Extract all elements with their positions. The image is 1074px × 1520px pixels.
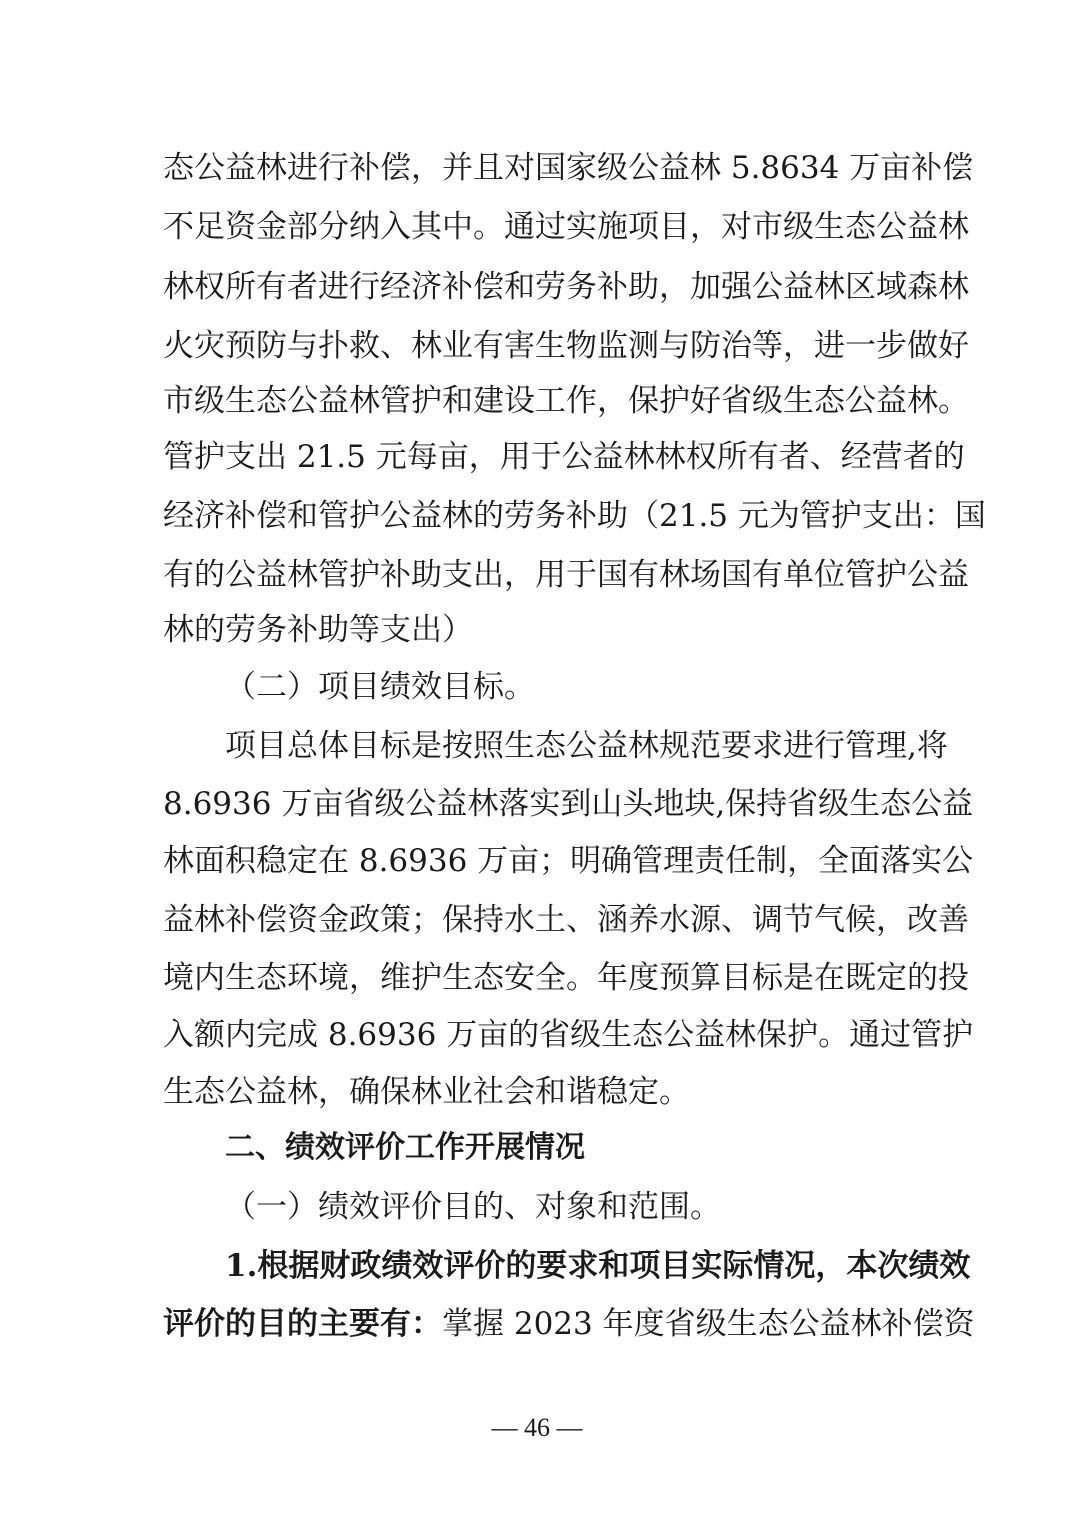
- paragraph-line-6: 入额内完成 8.6936 万亩的省级生态公益林保护。通过管护: [163, 1017, 974, 1053]
- body-line-2: 不足资金部分纳入其中。通过实施项目，对市级生态公益林: [163, 209, 969, 245]
- paragraph-line-1: 项目总体目标是按照生态公益林规范要求进行管理,将: [225, 728, 948, 764]
- body-line-5: 市级生态公益林管护和建设工作，保护好省级生态公益林。: [163, 383, 969, 419]
- mixed-line: [163, 1304, 975, 1344]
- paragraph-line-3: 林面积稳定在 8.6936 万亩；明确管理责任制，全面落实公: [163, 843, 974, 879]
- page-number: — 46 —: [491, 1413, 583, 1442]
- paragraph-line-4: 益林补偿资金政策；保持水土、涵养水源、调节气候，改善: [163, 902, 969, 938]
- body-line-8: 有的公益林管护补助支出，用于国有林场国有单位管护公益: [163, 557, 969, 593]
- regular-trailing-text: 掌握 2023 年度省级生态公益林补偿资: [442, 1306, 975, 1342]
- section-subheading-1: （一）绩效评价目的、对象和范围。: [225, 1189, 721, 1225]
- body-line-4: 火灾预防与扑救、林业有害生物监测与防治等，进一步做好: [163, 328, 969, 364]
- paragraph-line-7: 生态公益林，确保林业社会和谐稳定。: [163, 1074, 690, 1110]
- bold-paragraph-line-1: 1.根据财政绩效评价的要求和项目实际情况，本次绩效: [225, 1248, 971, 1284]
- section-heading: 二、绩效评价工作开展情况: [225, 1130, 585, 1165]
- paragraph-line-2: 8.6936 万亩省级公益林落实到山头地块,保持省级生态公益: [163, 786, 974, 822]
- body-line-9: 林的劳务补助等支出）: [163, 612, 473, 648]
- paragraph-line-5: 境内生态环境，维护生态安全。年度预算目标是在既定的投: [163, 960, 969, 996]
- body-line-6: 管护支出 21.5 元每亩，用于公益林林权所有者、经营者的: [163, 439, 965, 475]
- bold-lead-text: 评价的目的主要有：: [163, 1306, 442, 1342]
- body-line-7: 经济补偿和管护公益林的劳务补助（21.5 元为管护支出：国: [163, 498, 986, 534]
- body-line-1: 态公益林进行补偿，并且对国家级公益林 5.8634 万亩补偿: [163, 150, 974, 186]
- section-subheading-2: （二）项目绩效目标。: [225, 669, 535, 705]
- body-line-3: 林权所有者进行经济补偿和劳务补助，加强公益林区域森林: [163, 269, 969, 305]
